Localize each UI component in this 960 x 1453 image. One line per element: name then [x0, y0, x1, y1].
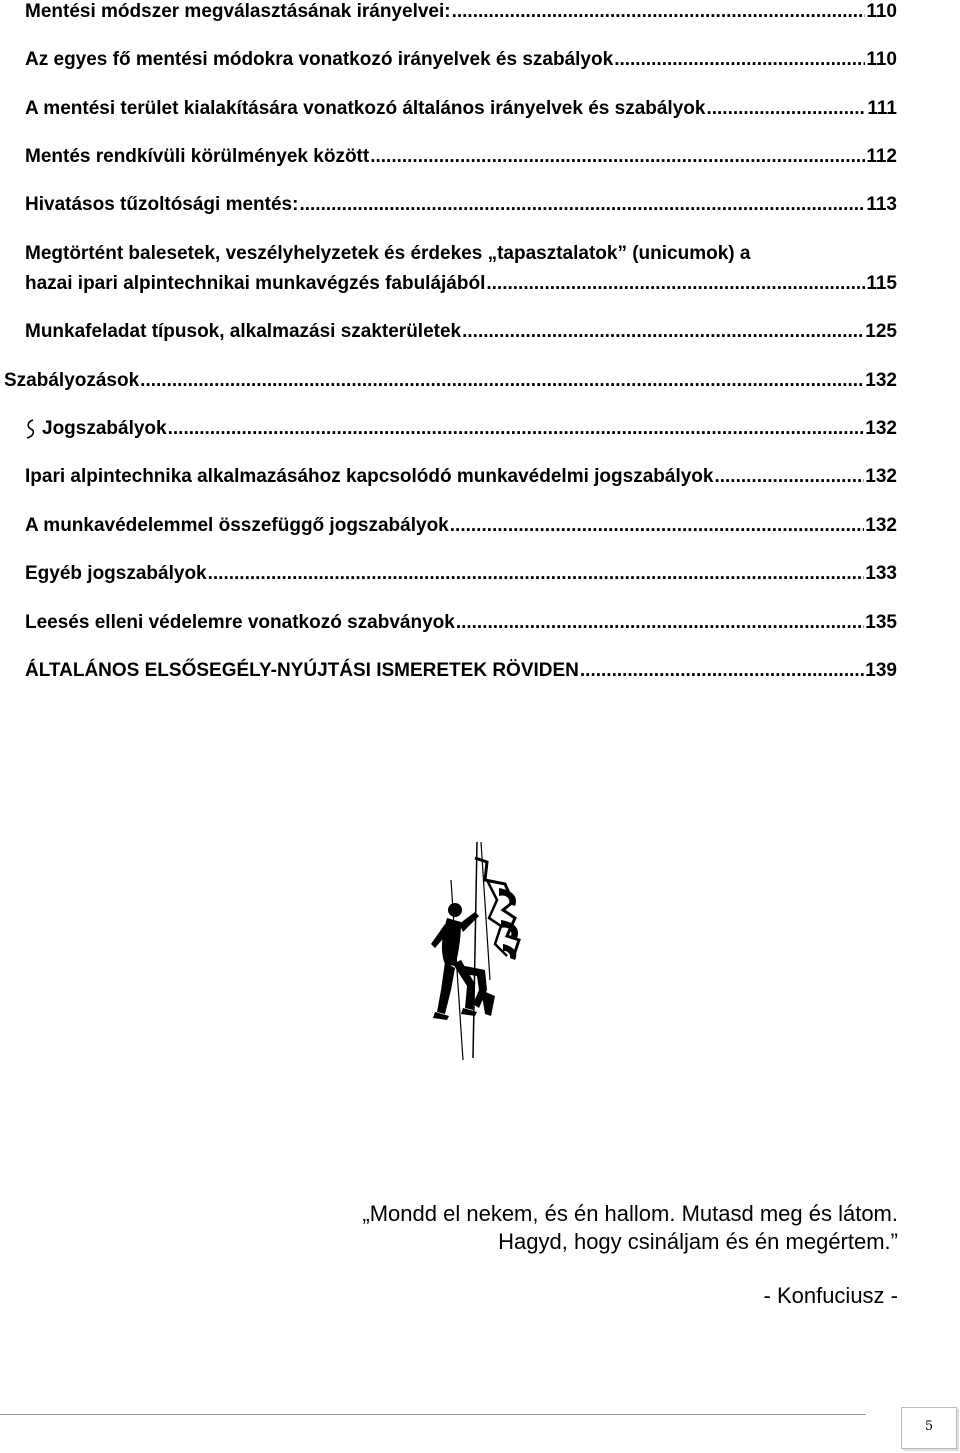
page-number-box: [901, 1407, 957, 1449]
toc-entry-page: 110: [866, 49, 897, 70]
toc-entry[interactable]: [25, 465, 897, 489]
footer-divider: [0, 1414, 866, 1415]
toc-entry-title: A mentési terület kialakítására vonatkozó általános irányelvek és szabályok: [25, 98, 706, 119]
toc-entry-page: 110: [866, 1, 897, 22]
toc-entry[interactable]: [25, 514, 897, 538]
toc-entry[interactable]: [25, 242, 897, 266]
toc-dot-leader: [140, 369, 864, 393]
toc-entry-title: Szabályozások: [4, 370, 140, 391]
toc-entry-title: hazai ipari alpintechnikai munkavégzés fabulájából: [25, 273, 486, 294]
toc-dot-leader: [450, 514, 865, 538]
toc-entry-title: ÁLTALÁNOS ELSŐSEGÉLY-NYÚJTÁSI ISMERETEK RÖVIDEN: [25, 660, 579, 681]
toc-entry-title: Mentés rendkívüli körülmények között: [25, 146, 370, 167]
toc-dot-leader: [714, 465, 864, 489]
quote-line: „Mondd el nekem, és én hallom. Mutasd meg és látom.: [362, 1201, 898, 1226]
toc-dot-leader: [370, 145, 865, 169]
toc-entry-page: 115: [866, 273, 897, 294]
toc-entry-page: 135: [865, 612, 897, 633]
toc-entry-title: Munkafeladat típusok, alkalmazási szakterületek: [25, 321, 462, 342]
toc-entry-page: 132: [865, 515, 897, 536]
toc-entry-page: 133: [865, 563, 897, 584]
quote-line: Hagyd, hogy csináljam és én megértem.”: [498, 1229, 898, 1254]
toc-entry[interactable]: [25, 97, 897, 121]
climber-silhouette-image: [415, 840, 530, 1060]
toc-entry-page: 139: [865, 660, 897, 681]
toc-entry-title: Jogszabályok: [42, 418, 167, 439]
toc-entry-title: Hivatásos tűzoltósági mentés:: [25, 194, 299, 215]
toc-entry-title: Ipari alpintechnika alkalmazásához kapcsolódó munkavédelmi jogszabályok: [25, 466, 714, 487]
quote-block: [198, 1200, 898, 1256]
toc-entry-page: 132: [865, 418, 897, 439]
toc-entry-page: 132: [865, 466, 897, 487]
toc-entry-page: 132: [865, 370, 897, 391]
page-number: 5: [924, 1419, 934, 1434]
toc-entry-title: Mentési módszer megválasztásának irányelvei:: [25, 1, 451, 22]
toc-dot-leader: [299, 193, 865, 217]
toc-entry-page: 112: [866, 146, 897, 167]
toc-entry-continuation[interactable]: [25, 272, 897, 296]
toc-entry[interactable]: [4, 369, 897, 393]
toc-entry[interactable]: [25, 193, 897, 217]
toc-dot-leader: [706, 97, 866, 121]
quote-author: - Konfuciusz -: [763, 1283, 898, 1308]
toc-entry-page: 113: [866, 194, 897, 215]
toc-entry-title: Az egyes fő mentési módokra vonatkozó irányelvek és szabályok: [25, 49, 614, 70]
toc-entry-page: 111: [867, 98, 897, 119]
toc-dot-leader: [614, 48, 865, 72]
toc-entry[interactable]: [25, 0, 897, 24]
toc-entry-title: Leesés elleni védelemre vonatkozó szabványok: [25, 612, 455, 633]
toc-entry[interactable]: [25, 48, 897, 72]
toc-dot-leader: [456, 611, 864, 635]
section-mark-icon: [24, 419, 36, 439]
toc-dot-leader: [452, 0, 866, 24]
toc-dot-leader: [580, 659, 864, 683]
toc-entry[interactable]: [25, 611, 897, 635]
toc-entry-title: A munkavédelemmel összefüggő jogszabályok: [25, 515, 449, 536]
toc-entry-page: 125: [865, 321, 897, 342]
toc-entry-title: Egyéb jogszabályok: [25, 563, 207, 584]
toc-dot-leader: [208, 562, 865, 586]
toc-entry[interactable]: [25, 659, 897, 683]
toc-entry[interactable]: [42, 417, 897, 441]
toc-dot-leader: [486, 272, 865, 296]
toc-dot-leader: [168, 417, 865, 441]
toc-entry[interactable]: [25, 145, 897, 169]
toc-entry-title: Megtörtént balesetek, veszélyhelyzetek és érdekes „tapasztalatok” (unicumok) a: [25, 243, 751, 264]
toc-entry[interactable]: [25, 562, 897, 586]
toc-dot-leader: [462, 320, 864, 344]
toc-entry[interactable]: [25, 320, 897, 344]
